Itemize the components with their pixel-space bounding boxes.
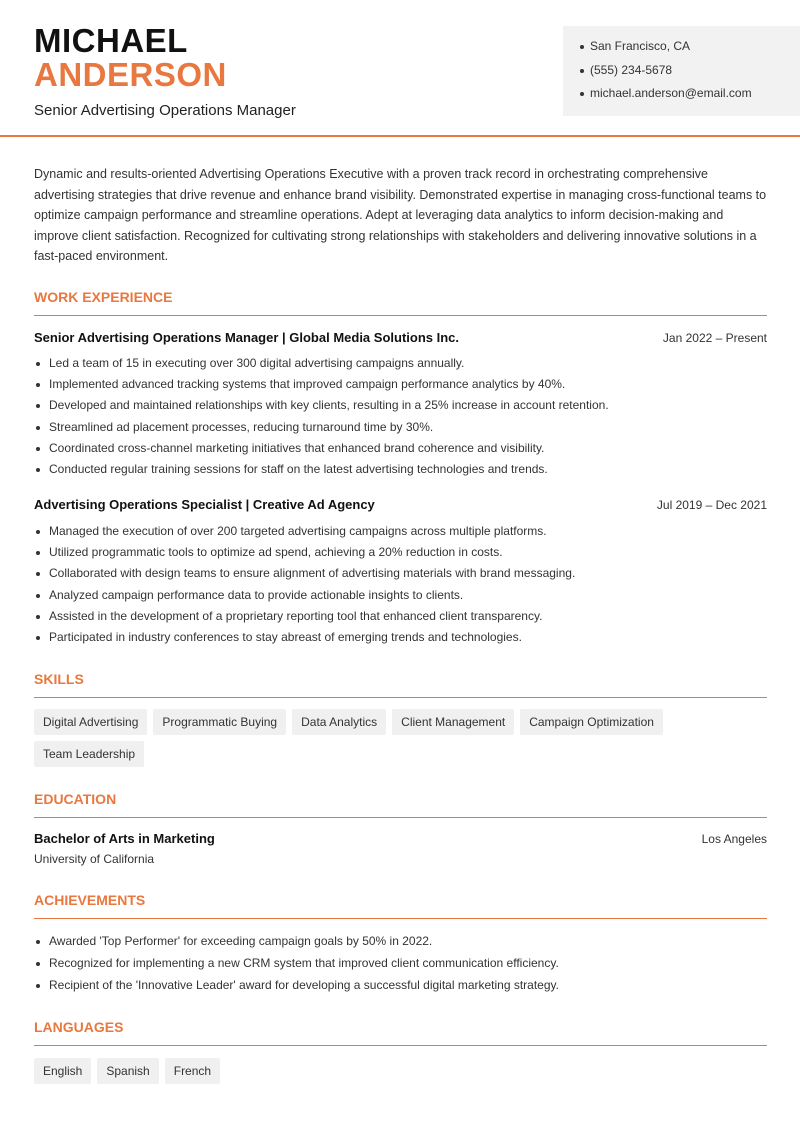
bullet-text: Implemented advanced tracking systems that improved campaign performance analytics by 40%. <box>49 377 566 392</box>
job-header <box>34 330 767 345</box>
summary: Dynamic and results-oriented Advertising Operations Executive with a proven track record in orchestrating comprehensive advertising strategies that drive revenue and enhance brand visibility. Demonstrated expertise in managing cross-functional teams to optimize campaign performance and streamline operations. Adept at leveraging data analytics to inform decision-making and improve client satisfaction. Recognized for cultivating strong relationships with stakeholders and delivering innovative solutions in a fast-paced environment. <box>34 167 767 263</box>
bullet-text: Conducted regular training sessions for staff on the latest advertising technologies and trends. <box>49 461 548 476</box>
bullet-text: Developed and maintained relationships with key clients, resulting in a 25% increase in account retention. <box>49 398 609 413</box>
bullet-icon <box>36 426 40 430</box>
bullet-icon <box>580 92 584 96</box>
bullet-text: Coordinated cross-channel marketing initiatives that enhanced brand coherence and visibility. <box>49 440 545 455</box>
list-item <box>34 420 767 441</box>
education-location: Los Angeles <box>701 832 767 846</box>
job-dates: Jan 2022 – Present <box>662 331 767 345</box>
skill-tag: Client Management <box>392 709 514 735</box>
section-title-languages: LANGUAGES <box>34 1019 767 1046</box>
bullet-text: Assisted in the development of a proprietary reporting tool that enhanced client transparency. <box>49 608 543 623</box>
bullet-icon <box>36 940 40 944</box>
education-header <box>34 831 767 846</box>
bullet-icon <box>36 383 40 387</box>
skill-tag: Programmatic Buying <box>153 709 286 735</box>
list-item <box>34 978 767 1000</box>
bullet-text: Recognized for implementing a new CRM system that improved client communication efficiency. <box>49 956 559 970</box>
last-name: ANDERSON <box>34 56 227 93</box>
section-title-skills: SKILLS <box>34 671 767 698</box>
job-title: Senior Advertising Operations Manager <box>34 102 296 119</box>
bullet-text: Led a team of 15 in executing over 300 digital advertising campaigns annually. <box>49 356 465 370</box>
education-school: University of California <box>34 852 155 866</box>
skills-list <box>34 709 767 767</box>
list-item <box>34 545 767 566</box>
phone-text: (555) 234-5678 <box>590 62 673 77</box>
bullet-icon <box>36 447 40 451</box>
skills-row <box>34 709 767 735</box>
list-item <box>34 356 767 377</box>
bullet-icon <box>36 404 40 408</box>
bullet-text: Analyzed campaign performance data to provide actionable insights to clients. <box>49 587 464 602</box>
language-tag: French <box>165 1058 220 1084</box>
list-item <box>34 566 767 587</box>
section-title-education: EDUCATION <box>34 791 767 818</box>
job-bullets <box>34 356 767 483</box>
languages-list <box>34 1058 767 1084</box>
achievement-bullets <box>34 934 767 1000</box>
job-bullets <box>34 524 767 651</box>
bullet-text: Managed the execution of over 200 targeted advertising campaigns across multiple platforms. <box>49 524 547 538</box>
contact-phone <box>580 63 800 87</box>
skill-tag: Team Leadership <box>34 741 144 767</box>
list-item <box>34 441 767 462</box>
skill-tag: Campaign Optimization <box>520 709 663 735</box>
bullet-icon <box>580 69 584 73</box>
bullet-icon <box>36 636 40 640</box>
bullet-icon <box>36 468 40 472</box>
bullet-text: Utilized programmatic tools to optimize ad spend, achieving a 20% reduction in costs. <box>49 545 503 560</box>
bullet-icon <box>36 551 40 555</box>
first-name: MICHAEL <box>34 22 188 59</box>
skill-tag: Digital Advertising <box>34 709 147 735</box>
contact-email[interactable] <box>580 86 800 110</box>
list-item <box>34 588 767 609</box>
list-item <box>34 956 767 978</box>
name-block <box>34 24 296 119</box>
resume-header <box>0 0 800 137</box>
language-tag: Spanish <box>97 1058 158 1084</box>
job-dates: Jul 2019 – Dec 2021 <box>656 498 767 512</box>
bullet-icon <box>36 962 40 966</box>
contact-location <box>580 39 800 63</box>
email-text[interactable]: michael.anderson@email.com <box>590 86 752 100</box>
bullet-text: Collaborated with design teams to ensure alignment of advertising materials with brand messaging. <box>49 566 576 581</box>
contact-box <box>563 26 800 116</box>
skill-tag: Data Analytics <box>292 709 386 735</box>
list-item <box>34 398 767 419</box>
job-role: Senior Advertising Operations Manager | Global Media Solutions Inc. <box>34 330 460 345</box>
list-item <box>34 524 767 545</box>
list-item <box>34 462 767 483</box>
skills-row <box>34 741 767 767</box>
location-text: San Francisco, CA <box>590 39 691 53</box>
bullet-text: Participated in industry conferences to stay abreast of emerging trends and technologies. <box>49 629 522 644</box>
section-title-achievements: ACHIEVEMENTS <box>34 892 767 919</box>
list-item <box>34 609 767 630</box>
bullet-text: Streamlined ad placement processes, reducing turnaround time by 30%. <box>49 419 434 434</box>
bullet-icon <box>36 530 40 534</box>
job-header <box>34 497 767 512</box>
bullet-icon <box>36 362 40 366</box>
bullet-icon <box>36 594 40 598</box>
bullet-icon <box>36 572 40 576</box>
bullet-icon <box>36 984 40 988</box>
education-degree: Bachelor of Arts in Marketing <box>34 831 215 846</box>
job-role: Advertising Operations Specialist | Creative Ad Agency <box>34 497 375 512</box>
list-item <box>34 377 767 398</box>
bullet-icon <box>580 45 584 49</box>
section-title-work: WORK EXPERIENCE <box>34 289 767 316</box>
bullet-text: Recipient of the 'Innovative Leader' award for developing a successful digital marketing strategy. <box>49 978 559 992</box>
list-item <box>34 934 767 956</box>
bullet-text: Awarded 'Top Performer' for exceeding campaign goals by 50% in 2022. <box>49 934 433 948</box>
bullet-icon <box>36 615 40 619</box>
list-item <box>34 630 767 651</box>
language-tag: English <box>34 1058 91 1084</box>
